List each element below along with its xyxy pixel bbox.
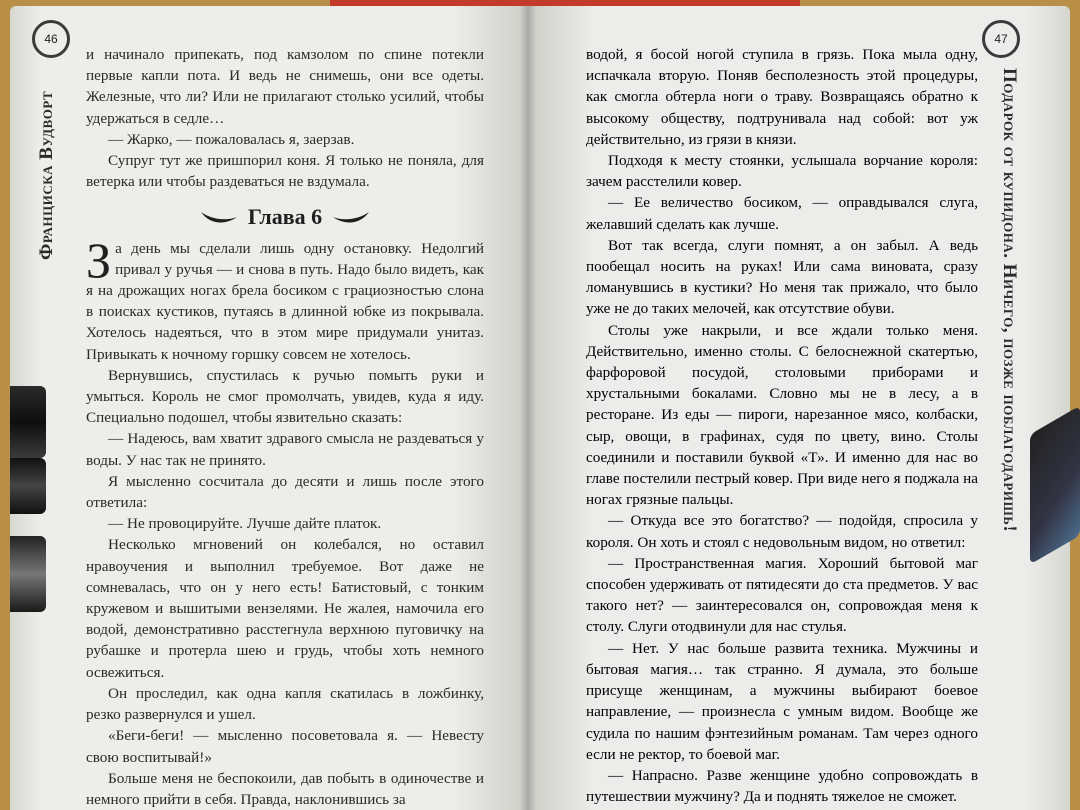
binder-clip-bottom bbox=[10, 536, 46, 612]
paragraph: Подходя к месту стоянки, услышала ворчание короля: зачем расстелили ковер. bbox=[586, 152, 978, 191]
binder-clip-top bbox=[10, 386, 46, 458]
paragraph: «Беги-беги! — мысленно посоветовала я. — Невесту свою воспитывай!» bbox=[86, 727, 484, 766]
paragraph: — Напрасно. Разве женщине удобно сопровождать в путешествии мужчину? Да и поднять тяжелое не сможет. bbox=[586, 766, 978, 806]
left-text-block bbox=[86, 44, 484, 810]
right-swoosh-icon bbox=[332, 209, 370, 225]
left-page-number: 46 bbox=[32, 20, 70, 58]
open-book bbox=[10, 6, 1070, 810]
paragraph: — Ее величество босиком, — оправдывался слуга, желавший сделать как лучше. bbox=[586, 194, 978, 233]
paragraph: — Не провоцируйте. Лучше дайте платок. bbox=[108, 515, 382, 533]
left-running-head: Франциска Вудворт bbox=[36, 90, 57, 260]
paragraph: Несколько мгновений он колебался, но оставил нравоучения и выполнил требуемое. Вот даже не сомневалась, что он у него есть! Батистовый, с тонким кружевом и вышитыми вензелями. Не жалея, намочила его водой, демонстративно расстегнула верхнюю пуговичку на рубашке и протерла шею и грудь, чтобы хоть немного освежиться. bbox=[86, 536, 484, 681]
chapter-title: Глава 6 bbox=[247, 204, 323, 230]
first-paragraph-text: а день мы сделали лишь одну остановку. Недолгий привал у ручья — и снова в путь. Надо было видеть, как я на дрожащих ногах брела босиком с грациозностью слона в поисках кустиков, путаясь в длинной юбке из покрывала. Хотелось надеяться, что в этом мире придумали унитаз. Привыкать к ночному горшку совсем не хотелось. bbox=[86, 239, 484, 363]
paragraph: — Нет. У нас больше развита техника. Мужчины и бытовая магия… так странно. Я думала, это больше присуще женщинам, а мужчины выбирают боевое направление, — произнесла с умным видом. Вообще же судила по нашим фэнтезийным романам. Там через одного если не ректор, то боевой маг. bbox=[586, 639, 978, 763]
paragraph: — Пространственная магия. Хороший бытовой маг способен удерживать от пятидесяти до ста предметов. У вас такого нет? — заинтересовался он, сопровождая меня к столу. Слуги отодвинули для нас стулья. bbox=[586, 554, 978, 636]
binder-clip-middle bbox=[10, 458, 46, 514]
paragraph: Он проследил, как одна капля скатилась в ложбинку, резко развернулся и ушел. bbox=[86, 684, 484, 724]
paragraph: и начинало припекать, под камзолом по спине потекли первые капли пота. И ведь не снимешь, они все одеты. Железные, что ли? Или не прилагают столько усилий, чтобы удержаться в седле… bbox=[86, 46, 484, 127]
paragraph: Вернувшись, спустилась к ручью помыть руки и умыться. Король не смог промолчать, увидев, куда я иду. Специально подошел, чтобы язвительно сказать: bbox=[86, 366, 484, 427]
chapter-heading bbox=[86, 204, 484, 230]
phone-corner bbox=[1030, 406, 1080, 565]
paragraph: Столы уже накрыли, и все ждали только меня. Действительно, именно столы. С белоснежной скатертью, фарфоровой посудой, столовыми приборами и хрустальными бокалами. Словно мы не в лесу, а в ресторане. Из еды — пироги, нарезанное мясо, колбаски, сыр, овощи, в графинах, судя по цвету, вино. Столы соединили и поставили буквой «Т». И именно для нас во главе постелили пестрый ковер. При виде него я поджала на ногах грязные пальцы. bbox=[586, 321, 978, 509]
paragraph: — Откуда все это богатство? — подойдя, спросила у короля. Он хоть и стоял с недовольным видом, но ответил: bbox=[586, 512, 978, 551]
drop-cap: З bbox=[86, 231, 112, 288]
chapter-first-paragraph bbox=[86, 231, 484, 365]
paragraph: Вот так всегда, слуги помнят, а он забыл. А ведь пообещал носить на руках! Или сама виновата, сразу ломанувшись в кустики? Но меня так прижало, что было уже не до таких мелочей, как отсутствие обуви. bbox=[586, 236, 978, 318]
paragraph: Я мысленно сосчитала до десяти и лишь после этого ответила: bbox=[86, 472, 484, 512]
paragraph: — Надеюсь, вам хватит здравого смысла не раздеваться у воды. У нас так не принято. bbox=[86, 430, 484, 469]
right-running-head: Подарок от купидона. Ничего, позже поблагодаришь! bbox=[999, 68, 1020, 533]
book-gutter bbox=[520, 6, 536, 810]
left-page bbox=[10, 6, 528, 810]
right-page-number: 47 bbox=[982, 20, 1020, 58]
paragraph: водой, я босой ногой ступила в грязь. Пока мыла одну, испачкала вторую. Поняв бесполезность этой процедуры, как смогла обтерла ноги о траву. Возвращаясь обратно к высокому обществу, подтрунивала над собой: вот уж действительно, из грязи в князи. bbox=[586, 46, 978, 148]
paragraph: — Жарко, — пожаловалась я, заерзав. bbox=[108, 130, 355, 148]
right-text-block bbox=[586, 44, 978, 807]
paragraph: Супруг тут же пришпорил коня. Я только не поняла, для ветерка или чтобы раздеваться не вздумала. bbox=[86, 152, 484, 191]
paragraph: Больше меня не беспокоили, дав побыть в одиночестве и немного прийти в себя. Правда, наклонившись за bbox=[86, 769, 484, 808]
left-paragraphs-before bbox=[86, 44, 484, 192]
right-paragraphs bbox=[586, 44, 978, 807]
left-paragraphs-after bbox=[86, 365, 484, 810]
left-swoosh-icon bbox=[200, 209, 238, 225]
